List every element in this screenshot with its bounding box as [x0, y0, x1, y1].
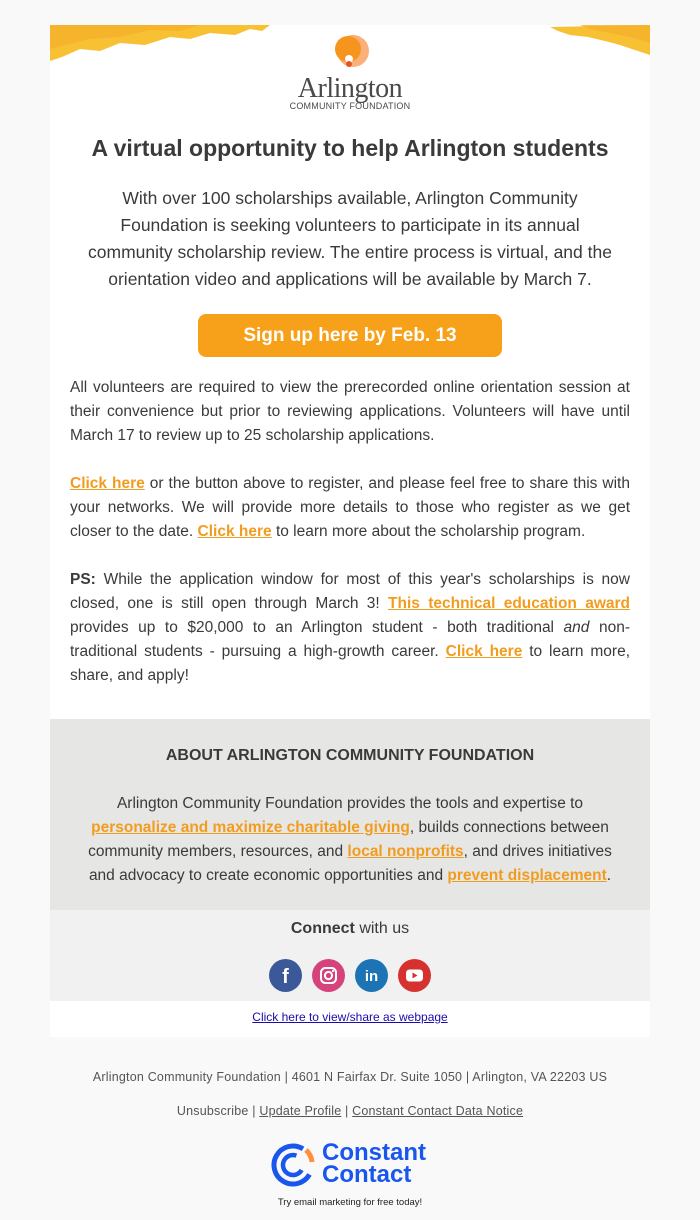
about-text-3: , and drives initiatives and advocacy to create economic opportunities and [88, 843, 612, 884]
constant-contact-logo[interactable] [270, 1139, 440, 1188]
svg-text:f: f [282, 966, 289, 988]
constant-contact-tagline[interactable]: Try email marketing for free today! [277, 1197, 423, 1208]
instagram-icon[interactable] [312, 959, 345, 992]
connect-section [50, 910, 650, 1001]
facebook-icon[interactable] [269, 959, 302, 992]
prevent-displacement-link[interactable]: prevent displacement [447, 867, 607, 884]
ps-label: PS: [70, 571, 96, 588]
footer-separator: | [248, 1104, 260, 1118]
constant-contact-wordmark [322, 1139, 442, 1188]
ps-emphasis: and [563, 619, 590, 636]
logo-subtitle: COMMUNITY FOUNDATION [289, 101, 411, 111]
ps-text-2: provides up to $20,000 to an Arlington student - both traditional [70, 619, 564, 636]
email-card [50, 25, 650, 1037]
headline: A virtual opportunity to help Arlington students [91, 135, 609, 161]
ps-text-4: to learn more, share, and apply! [70, 643, 631, 684]
ps-text-3: non-traditional students - pursuing a high-growth career. [70, 619, 630, 660]
youtube-icon[interactable] [398, 959, 431, 992]
intro-text: With over 100 scholarships available, Arlington Community Foundation is seeking volunteers to participate in its annual community scholarship review. The entire process is virtual, and the orientation video and applications will be available by March 7. [88, 188, 612, 289]
ps-text-1: While the application window for most of this year's scholarships is now closed, one is still open through March 3! [70, 571, 630, 612]
paragraph-register-text-1: or the button above to register, and please feel free to share this with your networks. We will provide more details to those who register as we get closer to the date. [70, 475, 630, 540]
apply-link[interactable]: Click here [445, 643, 523, 660]
footer-address: Arlington Community Foundation | 4601 N Fairfax Dr. Suite 1050 | Arlington, VA 22203 US [92, 1070, 608, 1084]
scholarship-program-link[interactable]: Click here [197, 523, 272, 540]
logo-mark-icon [320, 31, 380, 75]
constant-contact-mark-icon [270, 1142, 318, 1188]
paragraph-register-text-2: to learn more about the scholarship program. [271, 523, 586, 540]
signup-button[interactable]: Sign up here by Feb. 13 [198, 314, 502, 357]
update-profile-link[interactable]: Update Profile [259, 1104, 342, 1118]
paragraph-orientation: All volunteers are required to view the prerecorded online orientation session at their convenience but prior to reviewing applications. Volunteers will have until March 17 to review up to 25 scholarship applications. [70, 379, 630, 444]
about-title: ABOUT ARLINGTON COMMUNITY FOUNDATION [165, 747, 535, 764]
unsubscribe-link[interactable]: Unsubscribe [176, 1104, 249, 1118]
register-link[interactable]: Click here [70, 475, 145, 492]
logo-name: Arlington [297, 73, 403, 104]
connect-label [50, 920, 650, 938]
technical-award-link[interactable]: This technical education award [388, 595, 630, 612]
footer-links [0, 1104, 700, 1118]
arlington-logo[interactable] [285, 31, 415, 113]
data-notice-link[interactable]: Constant Contact Data Notice [352, 1104, 524, 1118]
local-nonprofits-link[interactable]: local nonprofits [347, 843, 464, 860]
charitable-giving-link[interactable]: personalize and maximize charitable giving [91, 819, 410, 836]
view-as-webpage-link[interactable]: Click here to view/share as webpage [252, 1010, 448, 1024]
about-section [50, 719, 650, 910]
about-text [75, 792, 625, 888]
about-text-2: , builds connections between community members, resources, and [88, 819, 609, 860]
svg-text:in: in [364, 968, 379, 985]
paint-stroke-right [550, 25, 650, 55]
about-text-4: . [606, 867, 612, 884]
paint-stroke-left [50, 25, 270, 61]
paragraph-register [70, 472, 630, 544]
linkedin-icon[interactable] [355, 959, 388, 992]
footer-separator-2: | [341, 1104, 353, 1118]
connect-bold: Connect [290, 920, 355, 937]
about-text-1: Arlington Community Foundation provides the tools and expertise to [116, 795, 584, 812]
cc-line-2: Contact [322, 1161, 412, 1188]
connect-rest: with us [354, 920, 410, 937]
paragraph-ps [70, 568, 630, 688]
social-icons [269, 959, 431, 992]
cc-line-1: Constant [322, 1139, 426, 1166]
